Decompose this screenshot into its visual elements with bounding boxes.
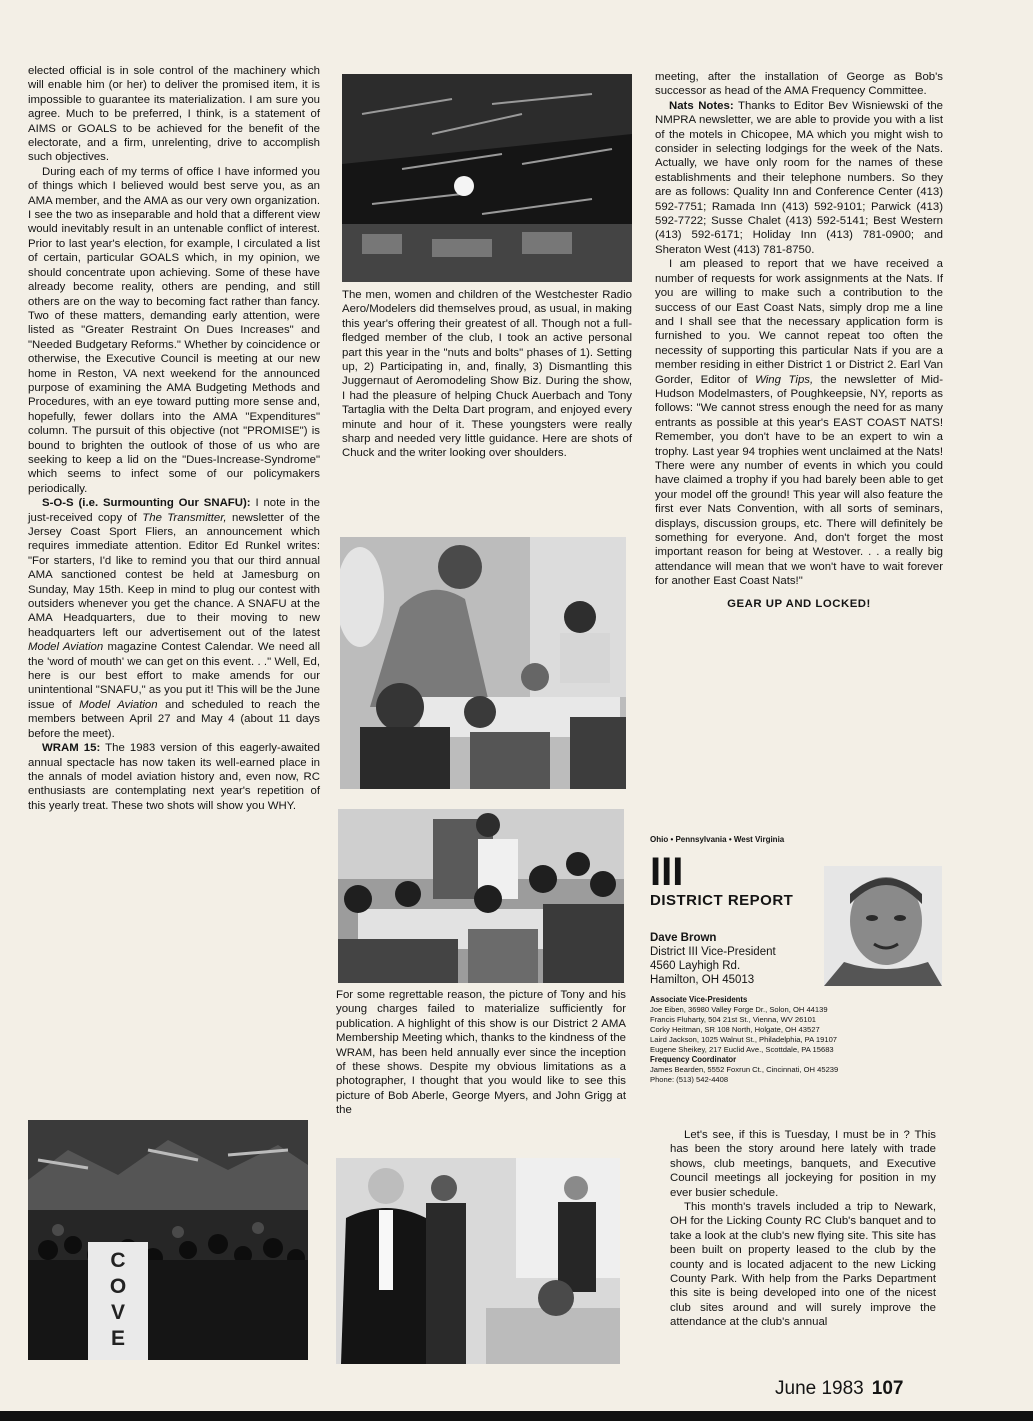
sign-letter: C [110,1249,126,1272]
col1-paragraph-2: During each of my terms of office I have informed you of things which I believed would best serve you, as an AMA member, and the AMA as our very own organization. I see the two as inseparable and hold that a different view would inevitably result in an untenable conflict of interest. Prior to last year's election, for example, I circulated a list of certain, particular GOALS which, in my opinion, we should concentrate upon achieving. Some of these have already become reality, others are pending, and still others are on the way to becoming fact rather than fancy. Two of these matters, demanding early attention, were listed as "Greater Restraint On Dues Increases" and "Needed Budgetary Reforms." Whether by coincidence or otherwise, the Executive Council is meeting at our new home in Reston, VA next weekend for the announced purpose of examining the AMA Budgeting Methods and Procedures, with an eye toward putting more sense and, hopefully, fewer dollars into the AMA "Expenditures" column. The pursuit of this objective (not "PROMISE") is bound to brighten the outlook of those of us who are seeking to keep a lid on the "Dues-Increase-Syndrome" which seems to infect some of our policymakers periodically. [28,165,320,495]
photo-chuck-writer [340,537,626,789]
column-3 [655,70,943,611]
sos-italic-ma1: Model Aviation [28,641,104,654]
col3-paragraph-1: meeting, after the installation of George as Bob's successor as head of the AMA Frequency Committee. [655,71,943,98]
district-paragraph-2: This month's travels included a trip to Newark, OH for the Licking County RC Club's banquet and to take a look at the club's new flying site. This site has been built on property leased to the club by the county and is located adjacent to the new Licking County Park. With help from the Parks Department this site is being developed into one of the nicest club sites around and will surely improve the attendance at the club's annual [670,1201,936,1329]
bottom-edge [0,1411,1033,1421]
col1-paragraph-1: elected official is in sole control of the machinery which will enable him (or her) to deliver the promised item, it is impossible to guarantee its materialization. I am sure you agree. Much to be preferred, I think, is a statement of AIMS or GOALS to be achieved for the benefit of the electorate, and a firm, unrelenting, drive to accomplish such objectives. [28,65,320,164]
col1-paragraph-sos [28,496,320,741]
issue-date: June 1983 [775,1378,864,1399]
classroom-photo-graphic [340,537,626,789]
sos-italic-ma2: Model Aviation [79,698,158,711]
district-states: Ohio • Pennsylvania • West Virginia [650,835,785,844]
page-footer [775,1378,903,1400]
vp-title: District III Vice-President [650,946,776,958]
photo-hall-models [342,74,632,282]
district-paragraph-1: Let's see, if this is Tuesday, I must be in ? This has been the story around here lately with trade shows, club meetings, banquets, and Executive Council meetings all jockeying for position in my ever busier schedule. [670,1129,936,1199]
assoc-entry: Eugene Sheikey, 217 Euclid Ave., Scottdale, PA 15683 [650,1045,834,1054]
assoc-entry: Laird Jackson, 1025 Walnut St., Philadelphia, PA 19107 [650,1035,838,1044]
crowd-photo-graphic [28,1120,308,1360]
sos-text-d: and scheduled to reach the members between April 27 and May 4 (about 11 days before the meet). [28,698,320,740]
sign-letter: O [109,1275,127,1298]
vp-name: Dave Brown [650,932,717,944]
sos-text-b: newsletter of the Jersey Coast Sport Fliers, an announcement which requires immediate attention. Editor Ed Runkel writes: "For starters, I'd like to remind you that our third annual AMA sanctioned contest be held at Jamesburg on Sunday, May 15th. Keep in mind to plug our contest with outsiders whenever you get the chance. A SNAFU at the AMA Headquarters, due to their moving to new headquarters left our advertisement out of the latest [28,511,320,639]
wram-heading: WRAM 15: [42,742,101,755]
vp-city: Hamilton, OH 45013 [650,974,755,986]
col3-text-b: the newsletter of Mid-Hudson Modelmasters, of Poughkeepsie, NY, reports as follows: "We cannot stress enough the need for as many entrants as possible at this year's EAST COAST NATS! Remember, you don't have to be an expert to win a trophy. Last year 94 trophies went unclaimed at the Nats! There were any number of events in which you could have claimed a trophy if you had barely been able to get your model off the ground! This year will also feature the first ever Nats Convention, with all sorts of seminars, displays, discussion groups, etc. There will definitely be something for everyone. And, don't forget the most important reason for being at Westover. . . a really big attendance will mean that we won't have to wait forever for another East Coast Nats!" [655,373,943,588]
district-numeral: III [650,850,684,894]
hall-photo-graphic [342,74,632,282]
portrait-dave-brown [824,866,942,986]
freq-line-1: James Bearden, 5552 Foxrun Ct., Cincinnati, OH 45239 [650,1065,839,1074]
col1-paragraph-wram [28,741,320,813]
freq-heading: Frequency Coordinator [650,1055,737,1064]
caption-2: For some regrettable reason, the picture of Tony and his young charges failed to materialize sufficiently for publication. A highlight of this show is our District 2 AMA Membership Meeting which, thanks to the kindness of the WRAM, has been held annually ever since the inception of these shows. Despite my obvious limitations as a photographer, I thought that you would like to see this picture of Bob Aberle, George Myers, and John Grigg at the [336,989,626,1117]
nats-text: Thanks to Editor Bev Wisniewski of the NMPRA newsletter, we are able to provide you with a list of the motels in Chicopee, MA which you might wish to consider in selecting lodgings for the week of the Nats. Actually, we have only room for the names of these establishments and their telephone numbers. So they are as follows: Quality Inn and Conference Center (413) 592-7751; Ramada Inn (413) 592-9101; Parwick (413) 592-7722; Susse Chalet (413) 592-5141; Best Western (413) 592-6171; Holiday Inn (413) 781-0900; and Sheraton West (413) 781-8750. [655,99,944,256]
cove-sign [88,1248,148,1352]
portrait-graphic [824,866,942,986]
district-title: DISTRICT REPORT [650,892,794,909]
sign-letter: E [110,1327,125,1350]
photo-membership-meeting [336,1158,620,1364]
caption-1: The men, women and children of the Westchester Radio Aero/Modelers did themselves proud, as usual, in making this year's offering their greatest of all. Though not a full-fledged member of the club, I took an active personal part this year in the "nuts and bolts" phases of 1). Setting up, 2) Participating in, and, finally, 3) Dismantling this Juggernaut of Aeromodeling Show Biz. During the show, I had the pleasure of helping Chuck Auerbach and Tony Tartaglia with the Delta Dart program, and enjoyed every minute and hour of it. These youngsters were really sharp and needed very little guidance. Here are shots of Chuck and the writer looking over shoulders. [342,289,632,460]
vp-street: 4560 Layhigh Rd. [650,960,741,972]
photo-show-crowd [28,1120,308,1360]
col3-paragraph-nats [655,99,943,257]
signoff: GEAR UP AND LOCKED! [727,597,871,610]
assoc-heading: Associate Vice-Presidents [650,995,748,1004]
students-photo-graphic [338,809,624,983]
meeting-photo-graphic [336,1158,620,1364]
associate-vps [650,995,945,1085]
wing-tips-italic: Wing Tips, [755,373,814,386]
sos-text-c: magazine Contest Calendar. We need all the 'word of mouth' we can get on this event. . ." Well, Ed, here is our best effort to make amends for our unintentional "SNAFU," as you put it! This will be the June issue of [28,641,320,711]
assoc-entry: Joe Eiben, 36980 Valley Forge Dr., Solon, OH 44139 [650,1005,828,1014]
sign-letter: V [110,1301,125,1324]
district-body [670,1128,936,1330]
freq-line-2: Phone: (513) 542-4408 [650,1075,729,1084]
nats-heading: Nats Notes: [669,99,734,112]
assoc-entry: Corky Heitman, SR 108 North, Holgate, OH 43527 [650,1025,820,1034]
photo-students-table [338,809,624,983]
sos-heading: S-O-S (i.e. Surmounting Our SNAFU): [42,497,251,510]
col3-text-a: I am pleased to report that we have received a number of requests for work assignments at the Nats. If you are willing to make such a contribution to the success of our East Coast Nats, simply drop me a line and I shall see that the necessary application form is furnished to you. We cannot repeat too often the necessity of supporting this particular Nats if you are a member residing in either District 1 or District 2. Earl Van Gorder, Editor of [655,258,943,386]
page-number: 107 [871,1378,904,1399]
col3-paragraph-3 [655,257,943,588]
wram-text: The 1983 version of this eagerly-awaited annual spectacle has now taken its well-earned place in the annals of model aviation history and, even now, RC enthusiasts are contemplating next year's repetition of this yearly treat. These two shots will show you WHY. [28,742,320,812]
sos-italic-transmitter: The Transmitter, [142,511,227,524]
sos-text-a: I note in the just-received copy of [28,497,321,524]
assoc-entry: Francis Fluharty, 504 21st St., Vienna, WV 26101 [650,1015,817,1024]
column-1 [28,64,320,813]
